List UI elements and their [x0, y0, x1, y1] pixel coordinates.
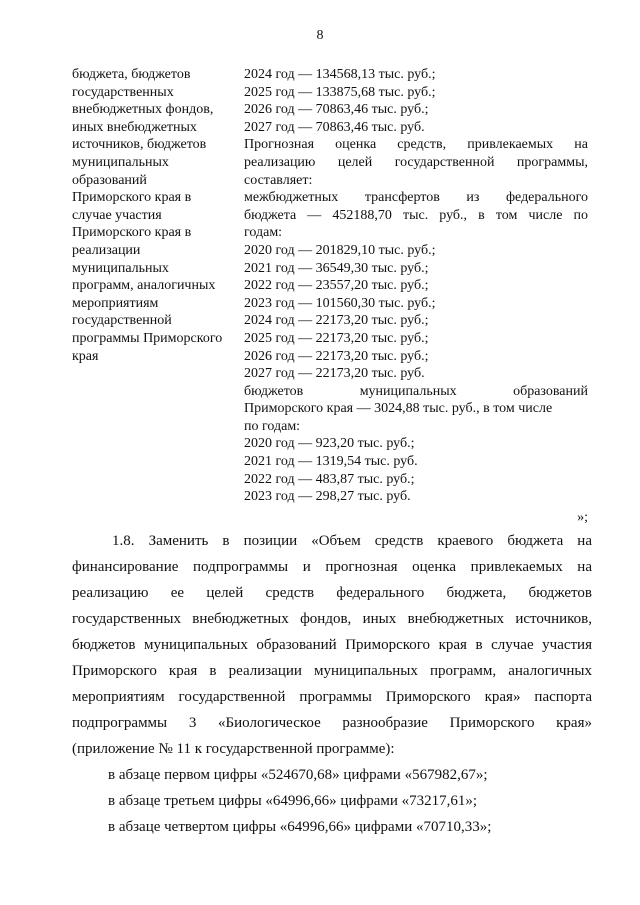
left-column-line: государственной	[72, 313, 172, 329]
left-column-line: Приморского края в	[72, 190, 192, 206]
replacement-line: в абзаце четвертом цифры «64996,66» цифрами «70710,33»;	[108, 819, 492, 835]
left-column-line: образований	[72, 172, 147, 188]
funding-line: 2021 год — 36549,30 тыс. руб.;	[244, 260, 429, 276]
paragraph-line: государственных внебюджетных фондов, иных внебюджетных источников,	[72, 611, 592, 627]
left-column-line: программ, аналогичных	[72, 278, 216, 294]
funding-line: бюджетов муниципальных образований	[244, 383, 588, 399]
page-number: 8	[316, 28, 324, 43]
funding-line: годам:	[244, 225, 283, 241]
closing-quote-mark: »;	[577, 509, 588, 525]
funding-line: 2022 год — 483,87 тыс. руб.;	[244, 471, 415, 487]
left-column-line: Приморского края в	[72, 225, 192, 241]
funding-line: 2021 год — 1319,54 тыс. руб.	[244, 454, 418, 470]
funding-line: составляет:	[244, 172, 313, 188]
amendment-paragraph	[72, 528, 592, 840]
funding-line: Приморского края — 3024,88 тыс. руб., в том числе	[244, 401, 553, 417]
funding-line: бюджета — 452188,70 тыс. руб., в том числе по	[244, 207, 588, 223]
passport-left-column	[72, 66, 242, 365]
funding-line: реализацию целей государственной программы,	[244, 154, 588, 170]
paragraph-line: Приморского края в реализации муниципальных программ, аналогичных	[72, 663, 592, 679]
left-column-line: мероприятиям	[72, 295, 159, 311]
funding-line: межбюджетных трансфертов из федерального	[244, 190, 588, 206]
funding-line: 2027 год — 22173,20 тыс. руб.	[244, 366, 425, 382]
funding-line: по годам:	[244, 418, 301, 434]
left-column-line: программы Приморского	[72, 330, 223, 346]
left-column-line: муниципальных	[72, 260, 169, 276]
funding-line: 2020 год — 201829,10 тыс. руб.;	[244, 242, 436, 258]
left-column-line: бюджета, бюджетов	[72, 67, 191, 82]
paragraph-line: финансирование подпрограммы и прогнозная оценка привлекаемых на	[72, 559, 592, 575]
replacement-line: в абзаце третьем цифры «64996,66» цифрами «73217,61»;	[108, 793, 478, 809]
funding-line: 2024 год — 22173,20 тыс. руб.;	[244, 313, 429, 329]
left-column-line: внебюджетных фондов,	[72, 102, 214, 118]
left-column-line: государственных	[72, 84, 174, 100]
replacement-line: в абзаце первом цифры «524670,68» цифрами «567982,67»;	[108, 767, 488, 783]
left-column-line: края	[72, 348, 99, 364]
funding-line: 2023 год — 298,27 тыс. руб.	[244, 489, 411, 505]
left-column-line: реализации	[72, 242, 141, 258]
paragraph-line: подпрограммы 3 «Биологическое разнообразие Приморского края»	[72, 715, 592, 731]
funding-line: 2026 год — 22173,20 тыс. руб.;	[244, 348, 429, 364]
funding-line: 2020 год — 923,20 тыс. руб.;	[244, 436, 415, 452]
paragraph-line: 1.8. Заменить в позиции «Объем средств краевого бюджета на	[112, 533, 592, 549]
funding-line: 2026 год — 70863,46 тыс. руб.;	[244, 102, 429, 118]
funding-line: 2025 год — 133875,68 тыс. руб.;	[244, 84, 436, 100]
paragraph-line: бюджетов муниципальных образований Приморского края в случае участия	[72, 637, 592, 653]
funding-line: 2025 год — 22173,20 тыс. руб.;	[244, 330, 429, 346]
funding-line: 2023 год — 101560,30 тыс. руб.;	[244, 295, 436, 311]
paragraph-line: (приложение № 11 к государственной программе):	[72, 741, 395, 757]
left-column-line: муниципальных	[72, 154, 169, 170]
left-column-line: иных внебюджетных	[72, 119, 197, 135]
left-column-line: источников, бюджетов	[72, 137, 207, 153]
funding-line: 2027 год — 70863,46 тыс. руб.	[244, 119, 425, 135]
funding-line: 2024 год — 134568,13 тыс. руб.;	[244, 67, 436, 82]
left-column-line: случае участия	[72, 207, 162, 223]
funding-line: 2022 год — 23557,20 тыс. руб.;	[244, 278, 429, 294]
paragraph-line: мероприятиям государственной программы Приморского края» паспорта	[72, 689, 592, 705]
funding-line: Прогнозная оценка средств, привлекаемых на	[244, 137, 588, 153]
passport-right-column	[244, 66, 588, 526]
paragraph-line: реализацию ее целей средств федерального бюджета, бюджетов	[72, 585, 592, 601]
